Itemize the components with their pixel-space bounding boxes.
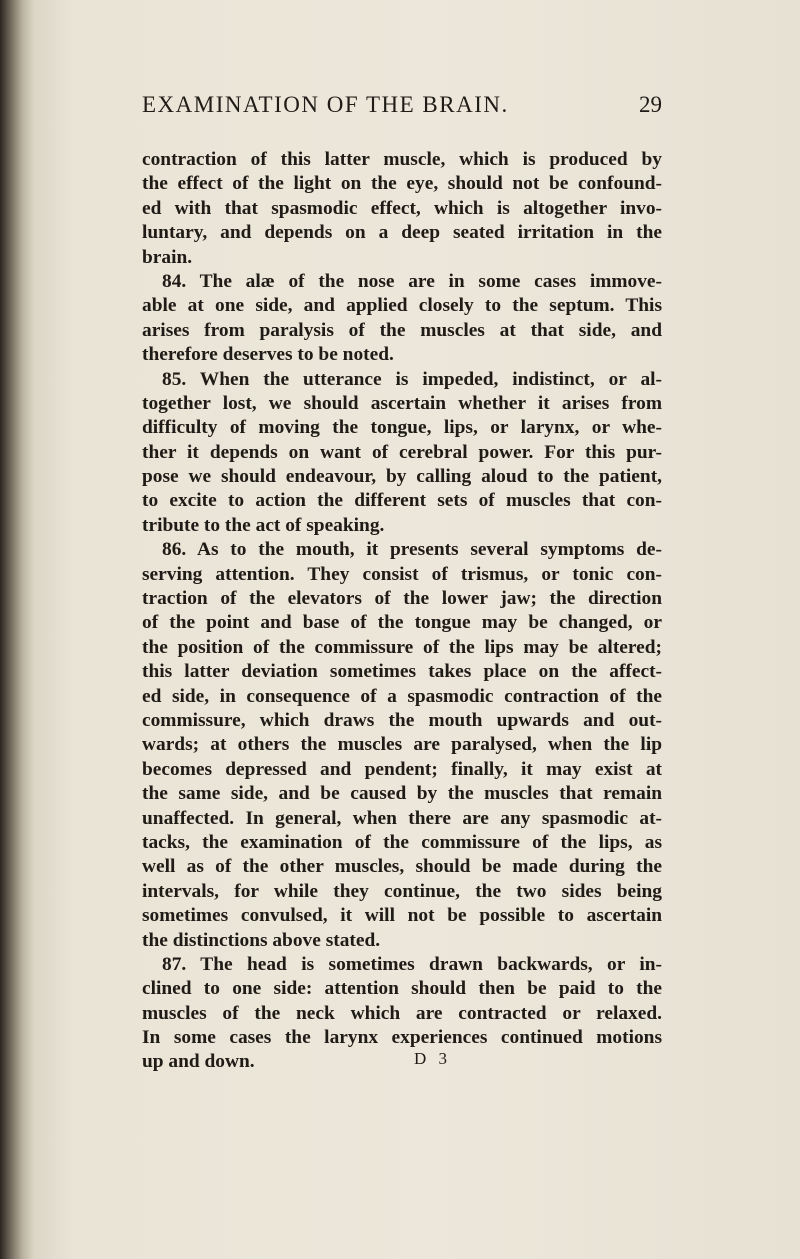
paragraph-86	[142, 538, 662, 953]
text-line: the position of the commissure of the lips may be altered;	[142, 636, 662, 658]
body-text	[142, 148, 662, 1075]
text-line: difficulty of moving the tongue, lips, or larynx, or whe-	[142, 417, 662, 439]
text-line: muscles of the neck which are contracted or relaxed.	[142, 1002, 662, 1024]
text-line: therefore deserves to be noted.	[142, 344, 394, 366]
text-line: together lost, we should ascertain whether it arises from	[142, 392, 662, 414]
paragraph-85	[142, 368, 662, 539]
text-line: luntary, and depends on a deep seated irritation in the	[142, 222, 662, 244]
text-line: up and down.	[142, 1051, 255, 1073]
text-line: tribute to the act of speaking.	[142, 514, 385, 536]
text-line: In some cases the larynx experiences continued motions	[142, 1027, 662, 1049]
text-line: ed side, in consequence of a spasmodic contraction of the	[142, 685, 662, 707]
text-line: of the point and base of the tongue may be changed, or	[142, 612, 662, 634]
text-line: wards; at others the muscles are paralysed, when the lip	[142, 734, 662, 756]
text-line: brain.	[142, 246, 193, 268]
text-line: sometimes convulsed, it will not be possible to ascertain	[142, 905, 662, 927]
text-line: 84. The alæ of the nose are in some cases immove-	[162, 270, 662, 292]
text-line: serving attention. They consist of trismus, or tonic con-	[142, 563, 662, 585]
text-line: pose we should endeavour, by calling aloud to the patient,	[142, 466, 662, 488]
text-line: traction of the elevators of the lower jaw; the direction	[142, 588, 662, 610]
page-number: 29	[639, 92, 662, 117]
text-line: well as of the other muscles, should be made during the	[142, 856, 662, 878]
text-line: the distinctions above stated.	[142, 929, 381, 951]
text-line: ed with that spasmodic effect, which is altogether invo-	[142, 197, 662, 219]
text-line: commissure, which draws the mouth upwards and out-	[142, 709, 662, 731]
book-spine-shadow	[0, 0, 34, 1259]
text-line: unaffected. In general, when there are any spasmodic at-	[142, 807, 662, 829]
text-line: 86. As to the mouth, it presents several symptoms de-	[162, 539, 662, 561]
text-line: becomes depressed and pendent; finally, it may exist at	[142, 758, 662, 780]
text-line: tacks, the examination of the commissure of the lips, as	[142, 831, 662, 853]
paragraph-87	[142, 953, 662, 1075]
text-line: 87. The head is sometimes drawn backwards, or in-	[162, 953, 662, 975]
signature-mark: D 3	[414, 1049, 452, 1068]
text-line: 85. When the utterance is impeded, indistinct, or al-	[162, 368, 662, 390]
paragraph-84	[142, 270, 662, 368]
text-line: intervals, for while they continue, the two sides being	[142, 880, 662, 902]
book-page	[34, 0, 800, 1259]
running-title: EXAMINATION OF THE BRAIN.	[142, 92, 509, 117]
text-line: clined to one side: attention should then be paid to the	[142, 978, 662, 1000]
text-line: able at one side, and applied closely to the septum. This	[142, 295, 662, 317]
text-line: to excite to action the different sets of muscles that con-	[142, 490, 662, 512]
page-header	[142, 92, 662, 122]
text-line: this latter deviation sometimes takes place on the affect-	[142, 661, 662, 683]
text-line: contraction of this latter muscle, which is produced by	[142, 149, 662, 170]
text-line: the same side, and be caused by the muscles that remain	[142, 783, 662, 805]
text-line: arises from paralysis of the muscles at that side, and	[142, 319, 662, 341]
text-line: the effect of the light on the eye, should not be confound-	[142, 173, 662, 195]
text-line: ther it depends on want of cerebral power. For this pur-	[142, 441, 662, 463]
paragraph-continuation	[142, 148, 662, 270]
